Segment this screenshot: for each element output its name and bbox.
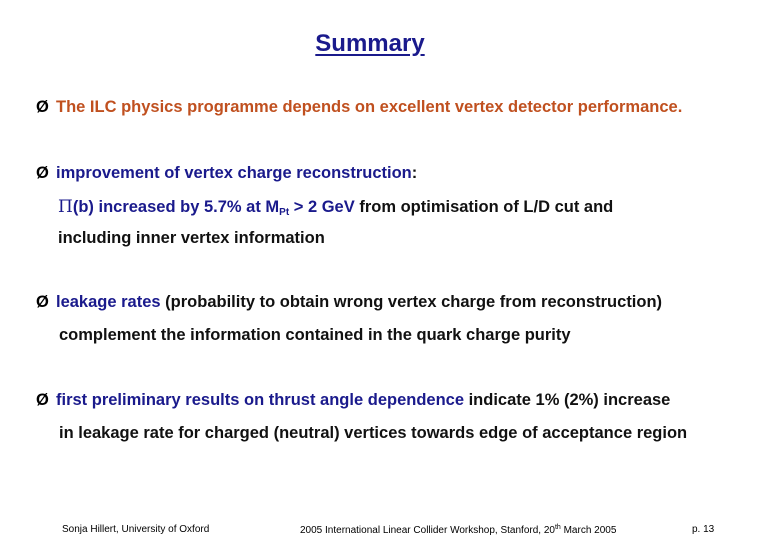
footer-event-superscript: th [554, 524, 561, 531]
bullet-3-line-2: complement the information contained in the quark charge purity [59, 326, 571, 344]
arrow-bullet-icon: Ø [36, 293, 49, 311]
arrow-bullet-icon: Ø [36, 164, 49, 182]
bullet-3 [36, 293, 662, 312]
footer-event-text: 2005 International Linear Collider Workshop, Stanford, 20 [300, 525, 555, 536]
bullet-2-colon: : [411, 164, 418, 182]
footer-author: Sonja Hillert, University of Oxford [62, 524, 210, 535]
bullet-2-text: improvement of vertex charge reconstruction [56, 164, 412, 182]
bullet-4 [36, 391, 670, 410]
bullet-2-optimisation-text: from optimisation of L/D cut and [354, 198, 614, 216]
footer-page-number: p. 13 [692, 524, 715, 535]
bullet-4-text-a: first preliminary results on thrust angle dependence [56, 391, 465, 409]
bullet-2-line-2 [58, 197, 613, 218]
bullet-2-line-3: including inner vertex information [58, 229, 325, 247]
bullet-4-line-2: in leakage rate for charged (neutral) vertices towards edge of acceptance region [59, 424, 688, 442]
arrow-bullet-icon: Ø [36, 391, 49, 409]
pt-subscript: Pt [279, 207, 290, 218]
bullet-3-text-b: (probability to obtain wrong vertex charge from reconstruction) [160, 293, 663, 311]
footer-event [300, 524, 616, 536]
bullet-4-text-b: indicate 1% (2%) increase [464, 391, 671, 409]
bullet-1-text: The ILC physics programme depends on excellent vertex detector performance. [56, 98, 683, 116]
slide-title: Summary [315, 30, 425, 57]
bullet-2-purity-text: (b) increased by 5.7% at M [72, 198, 280, 216]
bullet-1 [36, 98, 682, 117]
bullet-2 [36, 164, 417, 183]
purity-symbol: Π [58, 197, 73, 217]
slide-title-wrap [0, 30, 780, 58]
bullet-2-cut-text: > 2 GeV [289, 198, 355, 216]
footer-event-date: March 2005 [560, 525, 617, 536]
bullet-3-text-a: leakage rates [56, 293, 161, 311]
arrow-bullet-icon: Ø [36, 98, 49, 116]
